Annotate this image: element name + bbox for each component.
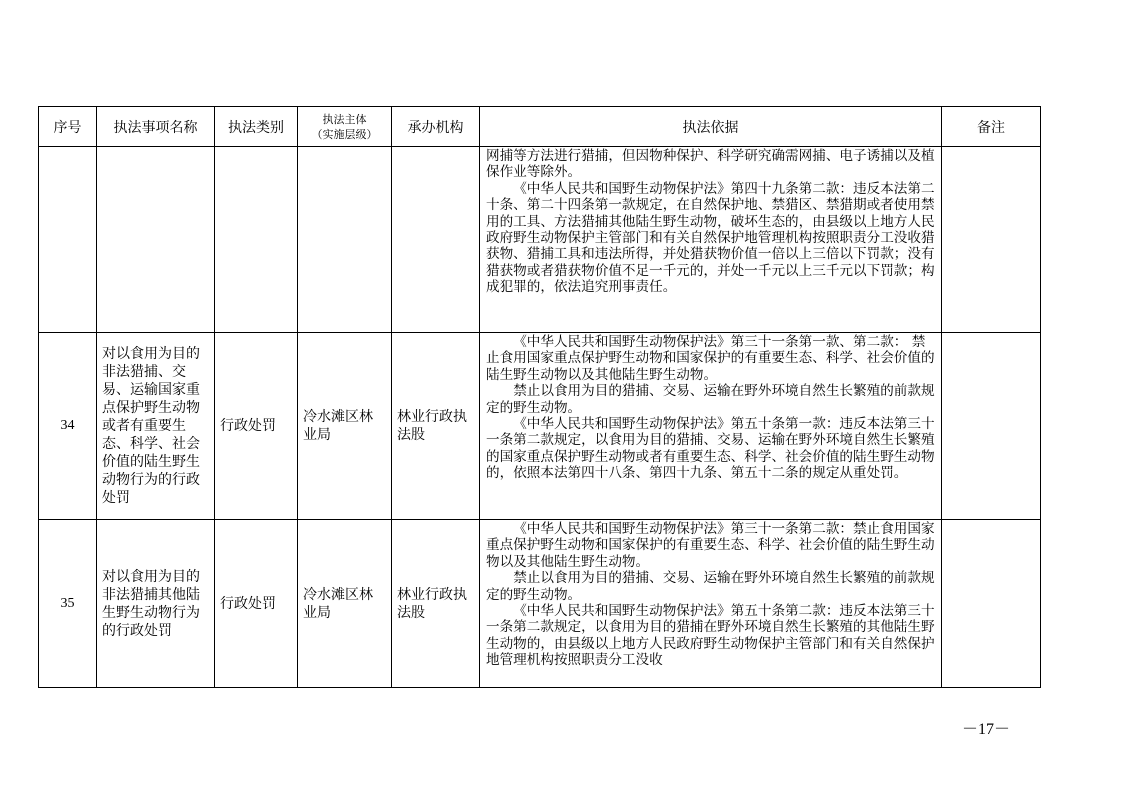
row-remark: [942, 520, 1041, 688]
basis-paragraph: 网捕等方法进行猎捕，但因物种保护、科学研究确需网捕、电子诱捕以及植保作业等除外。: [486, 148, 935, 181]
basis-paragraph: 禁止以食用为目的猎捕、交易、运输在野外环境自然生长繁殖的前款规定的野生动物。: [486, 383, 935, 416]
row-subject: 冷水滩区林业局: [298, 520, 392, 688]
header-basis: 执法依据: [480, 107, 942, 147]
row-remark: [942, 147, 1041, 333]
row-category: 行政处罚: [215, 333, 298, 520]
table-row: [39, 520, 1041, 688]
header-remark: 备注: [942, 107, 1041, 147]
basis-paragraph: 《中华人民共和国野生动物保护法》第五十条第一款：违反本法第三十一条第二款规定，以食用为目的猎捕、交易、运输在野外环境自然生长繁殖的国家重点保护野生动物或者有重要生态、科学、社会价值的陆生野生动物的，依照本法第四十八条、第四十九条、第五十二条的规定从重处罚。: [486, 416, 935, 482]
table-row: [39, 333, 1041, 520]
basis-paragraph: 禁止以食用为目的猎捕、交易、运输在野外环境自然生长繁殖的前款规定的野生动物。: [486, 570, 935, 603]
row-seq: 35: [39, 520, 97, 688]
row-category: 行政处罚: [215, 520, 298, 688]
row-agency: [392, 147, 480, 333]
row-subject: 冷水滩区林业局: [298, 333, 392, 520]
row-item-name: 对以食用为目的非法猎捕、交易、运输国家重点保护野生动物或者有重要生态、科学、社会价值的陆生野生动物行为的行政处罚: [97, 333, 215, 520]
basis-paragraph: 《中华人民共和国野生动物保护法》第四十九条第二款：违反本法第二十条、第二十四条第一款规定，在自然保护地、禁猎区、禁猎期或者使用禁用的工具、方法猎捕其他陆生野生动物，破坏生态的，由县级以上地方人民政府野生动物保护主管部门和有关自然保护地管理机构按照职责分工没收猎获物、猎捕工具和违法所得，并处猎获物价值一倍以上三倍以下罚款；没有猎获物或者猎获物价值不足一千元的，并处一千元以上三千元以下罚款；构成犯罪的，依法追究刑事责任。: [486, 180, 935, 296]
row-basis: [480, 147, 942, 333]
row-agency: 林业行政执法股: [392, 333, 480, 520]
row-basis: [480, 333, 942, 520]
row-agency: 林业行政执法股: [392, 520, 480, 688]
row-category: [215, 147, 298, 333]
basis-paragraph: 《中华人民共和国野生动物保护法》第三十一条第一款、第二款： 禁止食用国家重点保护野生动物和国家保护的有重要生态、科学、社会价值的陆生野生动物以及其他陆生野生动物。: [486, 334, 935, 383]
header-subject: 执法主体 （实施层级）: [298, 107, 392, 147]
row-item-name: [97, 147, 215, 333]
row-subject: [298, 147, 392, 333]
row-basis: [480, 520, 942, 688]
header-agency: 承办机构: [392, 107, 480, 147]
basis-paragraph: 《中华人民共和国野生动物保护法》第三十一条第二款：禁止食用国家重点保护野生动物和国家保护的有重要生态、科学、社会价值的陆生野生动物以及其他陆生野生动物。: [486, 521, 935, 570]
header-seq: 序号: [39, 107, 97, 147]
table-header-row: [39, 107, 1041, 147]
row-seq: [39, 147, 97, 333]
page-number: －17－: [962, 721, 1011, 738]
header-category: 执法类别: [215, 107, 298, 147]
enforcement-table-page: [38, 106, 1040, 688]
table-row: [39, 147, 1041, 333]
row-item-name: 对以食用为目的非法猎捕其他陆生野生动物行为的行政处罚: [97, 520, 215, 688]
row-remark: [942, 333, 1041, 520]
row-seq: 34: [39, 333, 97, 520]
basis-paragraph: 《中华人民共和国野生动物保护法》第五十条第二款：违反本法第三十一条第二款规定，以食用为目的猎捕在野外环境自然生长繁殖的其他陆生野生动物的，由县级以上地方人民政府野生动物保护主管部门和有关自然保护地管理机构按照职责分工没收: [486, 603, 935, 669]
header-item-name: 执法事项名称: [97, 107, 215, 147]
enforcement-table: [38, 106, 1041, 688]
